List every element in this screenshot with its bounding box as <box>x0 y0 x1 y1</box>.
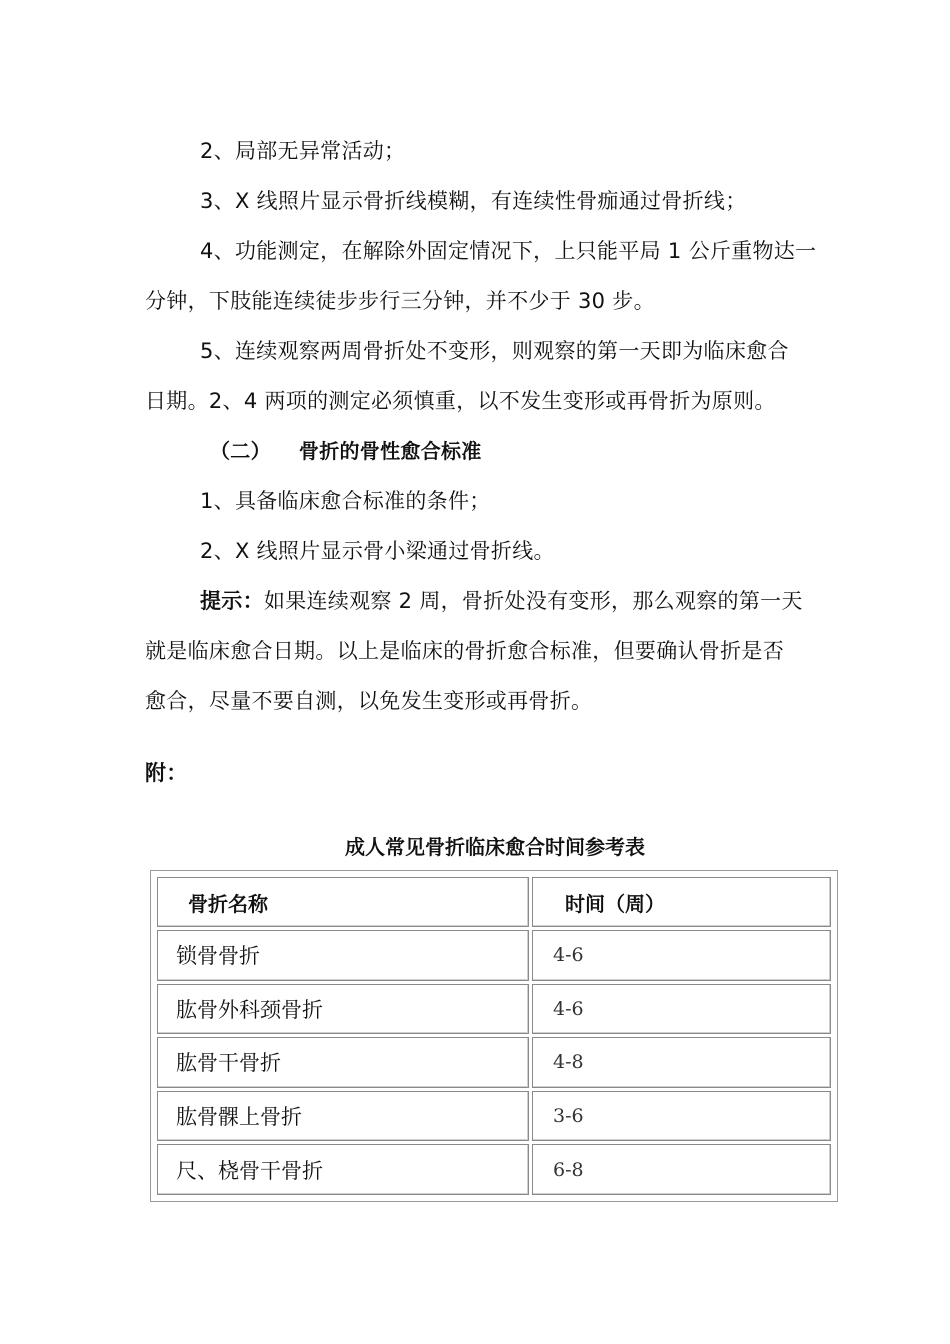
appendix-label: 附： <box>145 761 188 785</box>
table-row <box>157 1144 831 1195</box>
section-number: （二） <box>210 439 271 463</box>
paragraph-item-4-line2: 分钟，下肢能连续徒步步行三分钟，并不少于 30 步。 <box>145 289 655 313</box>
healing-time-cell: 3-6 <box>532 1091 831 1142</box>
table-row <box>157 1091 831 1142</box>
fracture-name-cell: 锁骨骨折 <box>157 930 529 981</box>
header-fracture-name: 骨折名称 <box>157 877 529 927</box>
tip-line1 <box>200 586 810 616</box>
tip-line2: 就是临床愈合日期。以上是临床的骨折愈合标准，但要确认骨折是否 <box>145 639 784 663</box>
tip-text-1: 如果连续观察 2 周，骨折处没有变形，那么观察的第一天 <box>263 589 803 613</box>
healing-time-cell: 4-6 <box>532 930 831 981</box>
paragraph-item-3: 3、X 线照片显示骨折线模糊，有连续性骨痂通过骨折线； <box>200 189 747 213</box>
section-title: 骨折的骨性愈合标准 <box>298 439 482 463</box>
table-row <box>157 930 831 981</box>
healing-time-cell: 4-8 <box>532 1037 831 1088</box>
table-row <box>157 984 831 1035</box>
section-heading <box>210 436 875 466</box>
table-row <box>157 1037 831 1088</box>
paragraph-bone-item-1: 1、具备临床愈合标准的条件； <box>200 489 491 513</box>
paragraph-item-5-line2: 日期。2、4 两项的测定必须慎重，以不发生变形或再骨折为原则。 <box>145 389 776 413</box>
paragraph-bone-item-2: 2、X 线照片显示骨小梁通过骨折线。 <box>200 539 555 563</box>
healing-time-cell: 6-8 <box>532 1144 831 1195</box>
paragraph-item-5-line1: 5、连续观察两周骨折处不变形，则观察的第一天即为临床愈合 <box>200 339 789 363</box>
table-header-row <box>157 877 831 927</box>
fracture-name-cell: 尺、桡骨干骨折 <box>157 1144 529 1195</box>
tip-line3: 愈合，尽量不要自测，以免发生变形或再骨折。 <box>145 689 593 713</box>
healing-time-cell: 4-6 <box>532 984 831 1035</box>
header-time-weeks: 时间（周） <box>532 877 831 927</box>
fracture-name-cell: 肱骨外科颈骨折 <box>157 984 529 1035</box>
paragraph-item-2: 2、局部无异常活动； <box>200 139 406 163</box>
tip-label: 提示： <box>200 589 264 613</box>
table-title: 成人常见骨折临床愈合时间参考表 <box>345 835 645 859</box>
fracture-name-cell: 肱骨干骨折 <box>157 1037 529 1088</box>
fracture-name-cell: 肱骨髁上骨折 <box>157 1091 529 1142</box>
paragraph-item-4-line1: 4、功能测定，在解除外固定情况下，上只能平局 1 公斤重物达一 <box>200 239 817 263</box>
healing-time-table <box>150 870 838 1202</box>
